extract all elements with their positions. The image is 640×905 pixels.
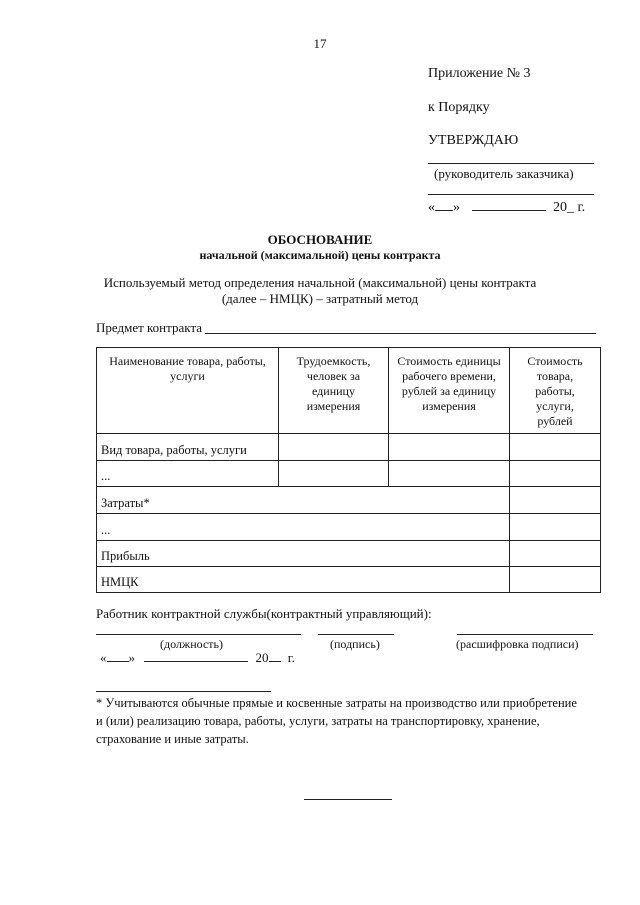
header-item-name: Наименование товара, работы, услуги [97,348,279,434]
row-label: ... [97,514,510,541]
table-row [97,461,601,487]
row-label: ... [97,461,279,487]
subject-line [205,333,596,334]
method-line-1: Используемый метод определения начальной (максимальной) цены контракта [103,275,537,290]
header-unit-cost: Стоимость единицы рабочего времени, рублей за единицу измерения [389,348,510,434]
date-quote-open: « [100,650,107,665]
table-cell [510,487,601,514]
footnote-line-2: и (или) реализацию товара, работы, услуги, затраты на транспортировку, хранение, [96,714,540,728]
date-year: 20 [255,650,269,665]
approval-date [428,200,598,220]
row-label: Прибыль [97,541,510,567]
footnote-separator [96,691,271,692]
table-row [97,541,601,567]
footnote-line-3: страхование и иные затраты. [96,732,249,746]
method-line-2: (далее – НМЦК) – затратный метод [221,291,419,306]
head-caption: (руководитель заказчика) [434,166,574,181]
footnote [96,694,596,748]
table-cell [279,434,389,461]
table-cell [510,567,601,593]
table-cell [510,461,601,487]
table-header-row [97,348,601,434]
row-label: Затраты* [97,487,510,514]
header-labor: Трудоемкость, человек за единицу измерения [279,348,389,434]
page-number: 17 [313,36,327,51]
month-blank [472,210,546,211]
month-blank [144,661,248,662]
sign-line [318,634,394,635]
head-signature-line [428,163,594,164]
signature-date [100,650,320,666]
day-blank [435,210,453,211]
table-cell [279,461,389,487]
table-row [97,434,601,461]
table-cell [510,541,601,567]
decode-line [457,634,593,635]
subject-label: Предмет контракта [96,320,203,335]
sign-caption: (подпись) [330,637,380,651]
table-cell [389,461,510,487]
head-name-line [428,194,594,195]
row-label: Вид товара, работы, услуги [97,434,279,461]
table-cell [389,434,510,461]
date-quote-close: » [453,200,460,215]
approve-heading: УТВЕРЖДАЮ [428,133,519,148]
year-blank [269,661,281,662]
date-quote-open: « [428,200,435,215]
table-row [97,514,601,541]
order-reference: к Порядку [428,100,490,115]
date-quote-close: » [128,650,135,665]
cost-table [96,347,601,593]
decode-caption: (расшифровка подписи) [456,637,579,651]
table-row [97,567,601,593]
document-subtitle: начальной (максимальной) цены контракта [199,248,441,262]
date-suffix: г. [287,650,295,665]
closing-separator [304,799,392,800]
day-blank [107,661,129,662]
appendix-label: Приложение № 3 [428,66,531,81]
row-label: НМЦК [97,567,510,593]
table-cell [510,434,601,461]
position-caption: (должность) [160,637,223,651]
document-title: ОБОСНОВАНИЕ [267,232,373,247]
table-row [97,487,601,514]
date-year: 20_ г. [553,200,586,215]
footnote-line-1: * Учитываются обычные прямые и косвенные затраты на производство или приобретение [96,696,577,710]
header-total-cost: Стоимость товара, работы, услуги, рублей [510,348,601,434]
position-line [96,634,301,635]
signature-heading: Работник контрактной службы(контрактный управляющий): [96,606,432,621]
table-cell [510,514,601,541]
